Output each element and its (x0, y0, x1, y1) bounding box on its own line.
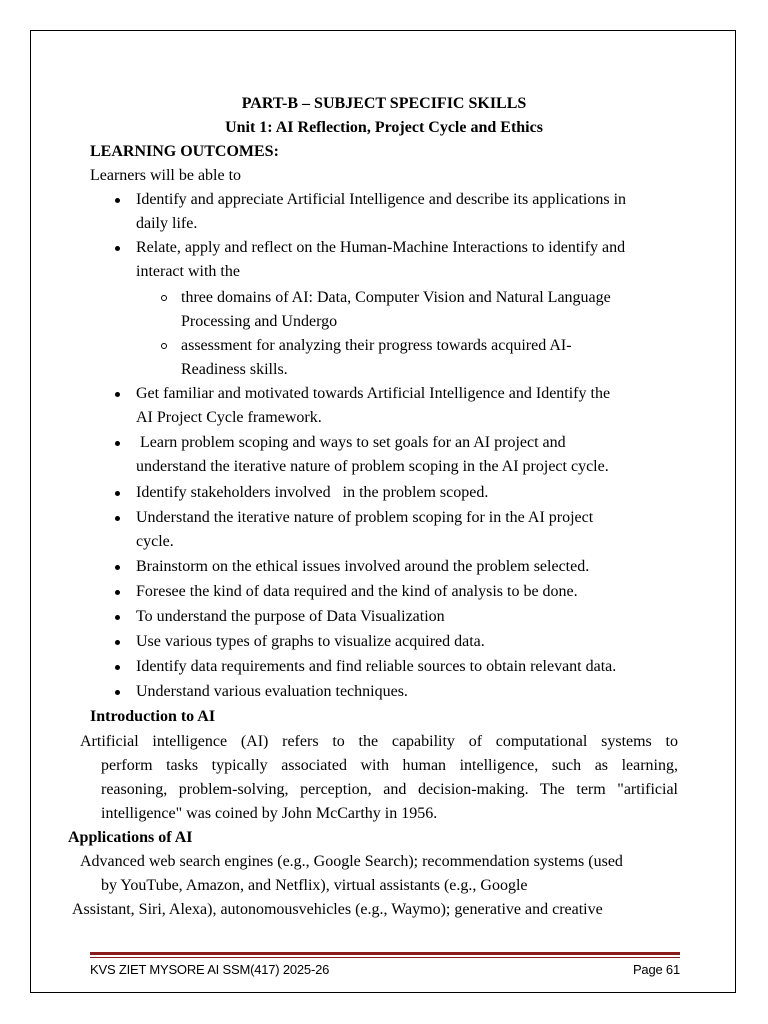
intro-ai-line: reasoning, problem-solving, perception, and decision-making. The term "artificial (101, 781, 678, 798)
bullet-icon (115, 246, 120, 251)
bullet-icon (115, 665, 120, 670)
outcomes-intro: Learners will be able to (90, 167, 242, 184)
intro-ai-title: Introduction to AI (90, 708, 216, 725)
list-item: Identify and appreciate Artificial Intelligence and describe its applications in (136, 191, 627, 208)
bullet-icon (115, 491, 120, 496)
unit-heading: Unit 1: AI Reflection, Project Cycle and Ethics (225, 119, 543, 136)
list-item-cont: daily life. (136, 215, 198, 232)
bullet-icon (115, 392, 120, 397)
intro-ai-line: perform tasks typically associated with human intelligence, such as learning, (101, 757, 678, 774)
applications-title: Applications of AI (68, 829, 193, 846)
bullet-icon (115, 198, 120, 203)
sub-list-item: assessment for analyzing their progress towards acquired AI- (181, 337, 572, 354)
list-item: Identify data requirements and find reliable sources to obtain relevant data. (136, 658, 617, 675)
sub-bullet-icon (161, 295, 167, 301)
list-item: Understand various evaluation techniques. (136, 683, 408, 700)
sub-bullet-icon (161, 343, 167, 349)
list-item: Brainstorm on the ethical issues involved around the problem selected. (136, 558, 590, 575)
bullet-icon (115, 565, 120, 570)
list-item-cont: understand the iterative nature of problem scoping in the AI project cycle. (136, 458, 609, 475)
bullet-icon (115, 690, 120, 695)
list-item: To understand the purpose of Data Visualization (136, 608, 445, 625)
list-item: Relate, apply and reflect on the Human-Machine Interactions to identify and (136, 239, 626, 256)
bullet-icon (115, 615, 120, 620)
intro-ai-line: intelligence" was coined by John McCarthy in 1956. (101, 805, 438, 822)
sub-list-item: three domains of AI: Data, Computer Vision and Natural Language (181, 289, 611, 306)
list-item: Get familiar and motivated towards Artificial Intelligence and Identify the (136, 385, 611, 402)
footer-left: KVS ZIET MYSORE AI SSM(417) 2025-26 (90, 962, 330, 977)
list-item: Identify stakeholders involved in the problem scoped. (136, 484, 489, 501)
list-item-cont: AI Project Cycle framework. (136, 409, 322, 426)
list-item-cont: cycle. (136, 533, 174, 550)
learning-outcomes-title: LEARNING OUTCOMES: (90, 143, 279, 160)
bullet-icon (115, 590, 120, 595)
list-item: Understand the iterative nature of problem scoping for in the AI project (136, 509, 594, 526)
applications-line: by YouTube, Amazon, and Netflix), virtual assistants (e.g., Google (101, 877, 528, 894)
bullet-icon (115, 441, 120, 446)
list-item: Learn problem scoping and ways to set goals for an AI project and (140, 434, 566, 451)
footer-rule-thin (90, 957, 680, 958)
list-item: Use various types of graphs to visualize acquired data. (136, 633, 485, 650)
footer-rule-thick (90, 952, 680, 955)
bullet-icon (115, 640, 120, 645)
applications-line: Advanced web search engines (e.g., Google Search); recommendation systems (used (80, 853, 623, 870)
sub-list-item-cont: Processing and Undergo (181, 313, 338, 330)
list-item-cont: interact with the (136, 263, 240, 280)
bullet-icon (115, 516, 120, 521)
list-item: Foresee the kind of data required and the kind of analysis to be done. (136, 583, 578, 600)
applications-line: Assistant, Siri, Alexa), autonomousvehicles (e.g., Waymo); generative and creative (72, 901, 603, 918)
intro-ai-line: Artificial intelligence (AI) refers to the capability of computational systems to (80, 733, 678, 750)
part-heading: PART-B – SUBJECT SPECIFIC SKILLS (241, 95, 527, 112)
sub-list-item-cont: Readiness skills. (181, 361, 288, 378)
page-number: Page 61 (632, 962, 680, 977)
